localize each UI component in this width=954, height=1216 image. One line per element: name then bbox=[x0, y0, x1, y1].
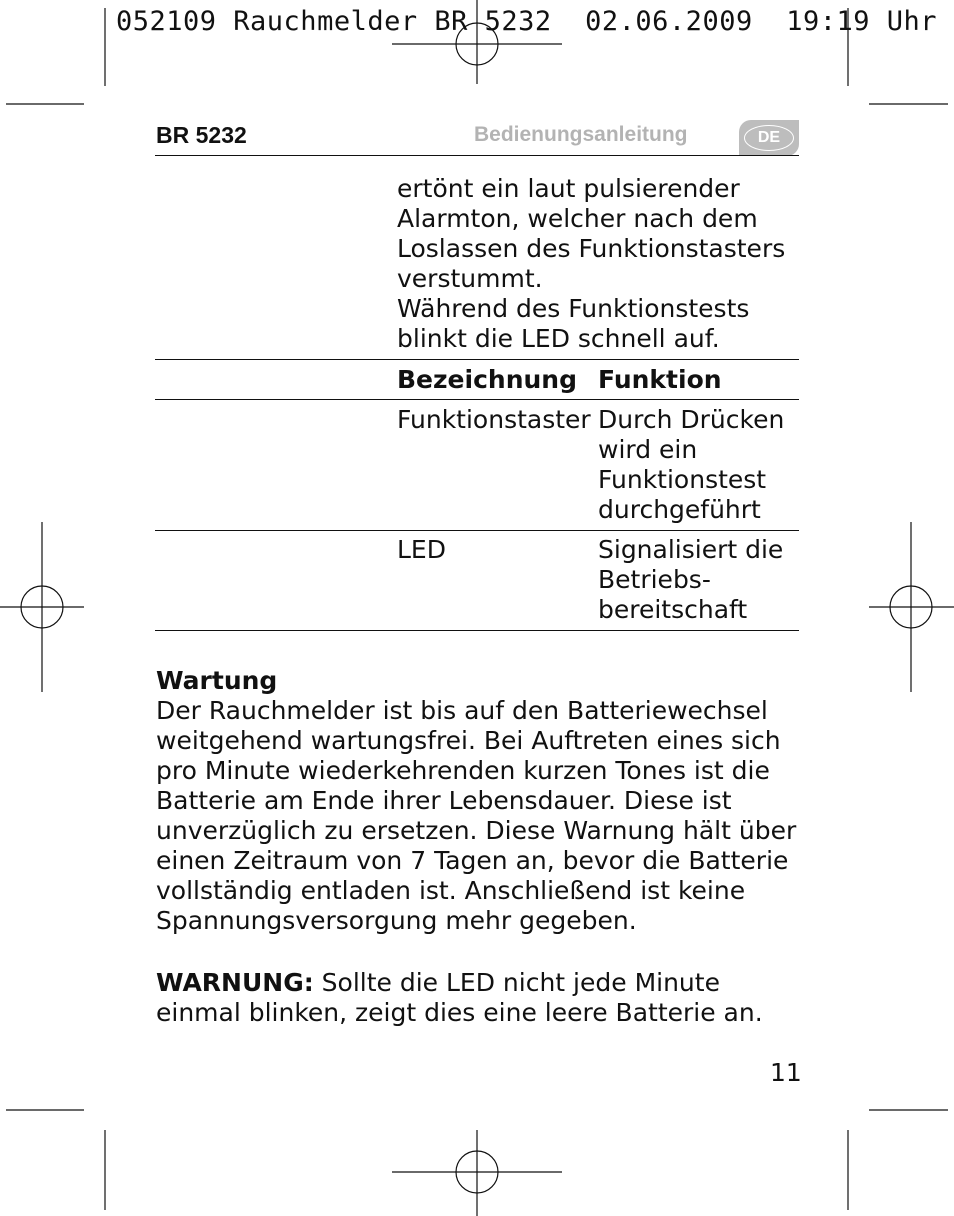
header-rule bbox=[155, 155, 799, 156]
model-name: BR 5232 bbox=[156, 122, 247, 148]
registration-target-left bbox=[0, 522, 84, 692]
warning-paragraph bbox=[156, 968, 802, 1028]
registration-target-right bbox=[869, 522, 954, 692]
table-bottom-rule bbox=[155, 630, 799, 631]
language-badge-label: DE bbox=[744, 125, 794, 151]
table-header-function: Funktion bbox=[598, 365, 722, 394]
table-row-rule bbox=[155, 530, 799, 531]
document-title: Bedienungsanleitung bbox=[474, 123, 688, 146]
table-row-2-name: LED bbox=[397, 535, 446, 564]
language-badge bbox=[739, 120, 799, 156]
table-row-1-function: Durch Drücken wird ein Funktionstest durchgeführt bbox=[598, 405, 785, 524]
table-top-rule bbox=[155, 359, 799, 360]
warning-label: WARNUNG: bbox=[156, 968, 314, 997]
intro-text: ertönt ein laut pulsierender Alarmton, welcher nach dem Loslassen des Funktionstasters verstummt. Während des Funktionstests blinkt die LED schnell auf. bbox=[397, 174, 786, 353]
table-header-rule bbox=[155, 399, 799, 400]
registration-target-bottom bbox=[392, 1130, 562, 1216]
table-row-1-name: Funktionstaster bbox=[397, 405, 591, 434]
section-title-wartung: Wartung bbox=[156, 666, 278, 695]
table-header-name: Bezeichnung bbox=[397, 365, 577, 394]
warning-text: Sollte die LED nicht jede Minute einmal blinken, zeigt dies eine leere Batterie an. bbox=[156, 968, 763, 1027]
print-slug: 052109 Rauchmelder BR 5232 02.06.2009 19:19 Uhr bbox=[116, 6, 938, 37]
section-body-wartung: Der Rauchmelder ist bis auf den Batteriewechsel weitgehend wartungsfrei. Bei Auftreten eines sich pro Minute wiederkehrenden kurzen Tones ist die Batterie am Ende ihrer Lebensdauer. Diese ist unverzüglich zu ersetzen. Diese Warnung hält über einen Zeitraum von 7 Tagen an, bevor die Batterie vollständig entladen ist. Anschließend ist keine Spannungsversorgung mehr gegeben. bbox=[156, 696, 797, 935]
page-number: 11 bbox=[770, 1058, 802, 1087]
table-row-2-function: Signalisiert die Betriebs- bereitschaft bbox=[598, 535, 784, 624]
